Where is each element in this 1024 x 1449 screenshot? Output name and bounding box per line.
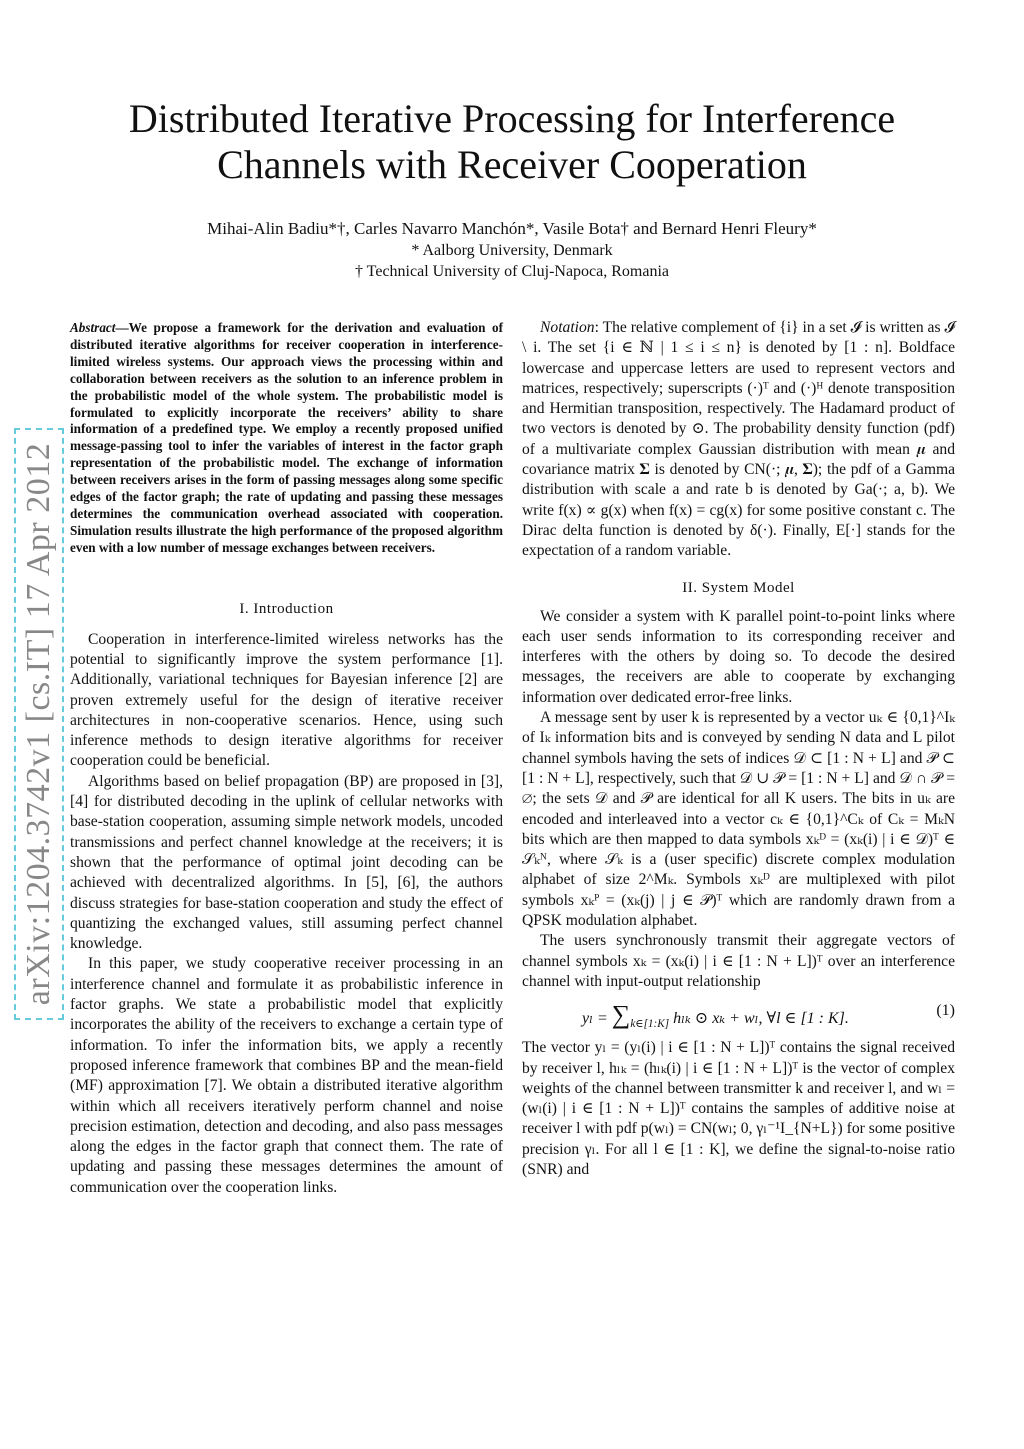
author-list: Mihai-Alin Badiu*†, Carles Navarro Manchón*, Vasile Bota† and Bernard Henri Fleury* bbox=[207, 219, 817, 238]
system-paragraph-2: A message sent by user k is represented by a vector uₖ ∈ {0,1}^Iₖ of Iₖ information bits and is conveyed by sending N data and L pilot channel symbols having the sets of indices 𝒟 ⊂ [1 : N + L] and 𝒫 ⊂ [1 : N + L], respectively, such that 𝒟 ∪ 𝒫 = [1 : N + L] and 𝒟 ∩ 𝒫 = ∅; the sets 𝒟 and 𝒫 are identical for all K users. The bits in uₖ are encoded and interleaved into a vector cₖ ∈ {0,1}^Cₖ of Cₖ = MₖN bits which are then mapped to data symbols xₖᴰ = (xₖ(i) | i ∈ 𝒟)ᵀ ∈ 𝒮ₖᴺ, where 𝒮ₖ is a (user specific) discrete complex modulation alphabet of size 2^Mₖ. Symbols xₖᴰ are multiplexed with pilot symbols xₖᴾ = (xₖ(j) | j ∈ 𝒫)ᵀ which are randomly drawn from a QPSK modulation alphabet. bbox=[522, 709, 955, 930]
right-column bbox=[522, 318, 955, 1180]
system-paragraph-4: The vector yₗ = (yₗ(i) | i ∈ [1 : N + L])ᵀ contains the signal received by receiver l, hₗₖ = (hₗₖ(i) | i ∈ [1 : N + L])ᵀ is the vector of complex weights of the channel between transmitter k and receiver l, and wₗ = (wₗ(i) | i ∈ [1 : N + L])ᵀ contains the samples of additive noise at receiver l with pdf p(wₗ) = CN(wₗ; 0, γₗ⁻¹I_{N+L}) for some positive precision γₗ. For all l ∈ [1 : K], we define the signal-to-noise ratio (SNR) and bbox=[522, 1039, 955, 1178]
equation-1 bbox=[522, 992, 955, 1038]
abstract-label: Abstract bbox=[70, 320, 116, 335]
abstract bbox=[70, 320, 503, 557]
notation-paragraph bbox=[522, 318, 955, 562]
abstract-text: —We propose a framework for the derivation and evaluation of distributed iterative algorithms for receiver cooperation in interference-limited wireless systems. Our approach views the processing within and collaboration between receivers as the solution to an inference problem in the probabilistic model of the whole system. The probabilistic model is formulated to explicitly incorporate the receivers’ ability to share information of a predefined type. We employ a recently proposed unified message-passing tool to infer the variables of interest in the factor graph representation of the probabilistic model. The exchange of information between receivers arises in the form of passing messages along some specific edges of the factor graph; the rate of updating and passing these messages determines the communication overhead associated with cooperation. Simulation results illustrate the high performance of the proposed algorithm even with a low number of message exchanges between receivers. bbox=[70, 320, 503, 555]
notation-label: Notation bbox=[540, 319, 595, 336]
title-line-2: Channels with Receiver Cooperation bbox=[217, 142, 807, 187]
system-paragraph-3: The users synchronously transmit their aggregate vectors of channel symbols xₖ = (xₖ(i) | i ∈ [1 : N + L])ᵀ over an interference channel with input-output relationship bbox=[522, 932, 955, 990]
affiliation-1: * Aalborg University, Denmark bbox=[411, 242, 613, 259]
equation-1-body bbox=[582, 1000, 849, 1030]
notation-text: : The relative complement of {i} in a set 𝓘 is written as 𝓘 \ i. The set {i ∈ ℕ | 1 ≤ i ≤ n} is denoted by [1 : n]. Boldface lowercase and uppercase letters are used to represent vectors and matrices, respectively; superscripts (·)ᵀ and (·)ᴴ denote transposition and Hermitian transposition, respectively. The Hadamard product of two vectors is denoted by ⊙. The probability density function (pdf) of a multivariate complex Gaussian distribution with mean 𝝁 and covariance matrix 𝚺 is denoted by CN(·; 𝝁, 𝚺); the pdf of a Gamma distribution with scale a and rate b is denoted by Ga(·; a, b). We write f(x) ∝ g(x) when f(x) = cg(x) for some positive constant c. The Dirac delta function is denoted by δ(·). Finally, E[·] stands for the expectation of a random variable. bbox=[522, 319, 955, 560]
section-heading-introduction: I. Introduction bbox=[239, 600, 334, 617]
system-paragraph-1: We consider a system with K parallel point-to-point links where each user sends information to its corresponding receiver and interferes with the others by doing so. To decode the desired messages, the receivers are able to cooperate by exchanging information over dedicated error-free links. bbox=[522, 607, 955, 706]
summation-range: k∈[1:K] bbox=[630, 1018, 670, 1031]
summation-symbol: ∑ bbox=[611, 1000, 631, 1030]
paper-title bbox=[80, 96, 944, 188]
intro-paragraph-1: Cooperation in interference-limited wireless networks has the potential to significantly improve the system performance [1]. Additionally, variational techniques for Bayesian inference [2] are proven extremely useful for the design of iterative receiver architectures in non-cooperative scenarios. Hence, using such inference methods to design iterative algorithms for receiver cooperation could be beneficial. bbox=[70, 630, 503, 770]
arxiv-id: arXiv:1204.3742v1 [cs.IT] 17 Apr 2012 bbox=[20, 442, 57, 1006]
intro-paragraph-3: In this paper, we study cooperative receiver processing in an interference channel and formulate it as probabilistic inference in factor graphs. We state a probabilistic model that explicitly incorporates the ability of the receivers to exchange a certain type of information. To infer the information bits, we apply a recently proposed inference framework that combines BP and the mean-field (MF) approximation [7]. We obtain a distributed iterative algorithm within which all receivers iteratively perform channel and noise precision estimation, detection and decoding, and also pass messages along the edges in the factor graph that connect them. The rate of updating and passing these messages determines the amount of communication over the cooperation links. bbox=[70, 955, 503, 1196]
equation-1-rhs: hₗₖ ⊙ xₖ + wₗ, ∀l ∈ [1 : K]. bbox=[669, 1010, 849, 1028]
left-column bbox=[70, 320, 503, 1198]
equation-1-lhs: yₗ = bbox=[582, 1010, 612, 1028]
intro-paragraph-2: Algorithms based on belief propagation (BP) are proposed in [3], [4] for distributed decoding in the uplink of cellular networks with base-station cooperation, assuming simple network models, uncoded transmissions and perfect channel knowledge at the receivers; it is shown that the performance of optimal joint decoding can be achieved with decentralized algorithms. In [5], [6], the authors discuss strategies for base-station cooperation and study the effect of quantizing the exchanged values, still assuming perfect channel knowledge. bbox=[70, 772, 503, 953]
equation-1-number: (1) bbox=[936, 1002, 955, 1020]
affiliation-2: † Technical University of Cluj-Napoca, Romania bbox=[354, 263, 670, 280]
arxiv-stamp bbox=[14, 428, 64, 1020]
section-heading-system-model: II. System Model bbox=[682, 579, 795, 596]
title-line-1: Distributed Iterative Processing for Interference bbox=[128, 96, 896, 141]
